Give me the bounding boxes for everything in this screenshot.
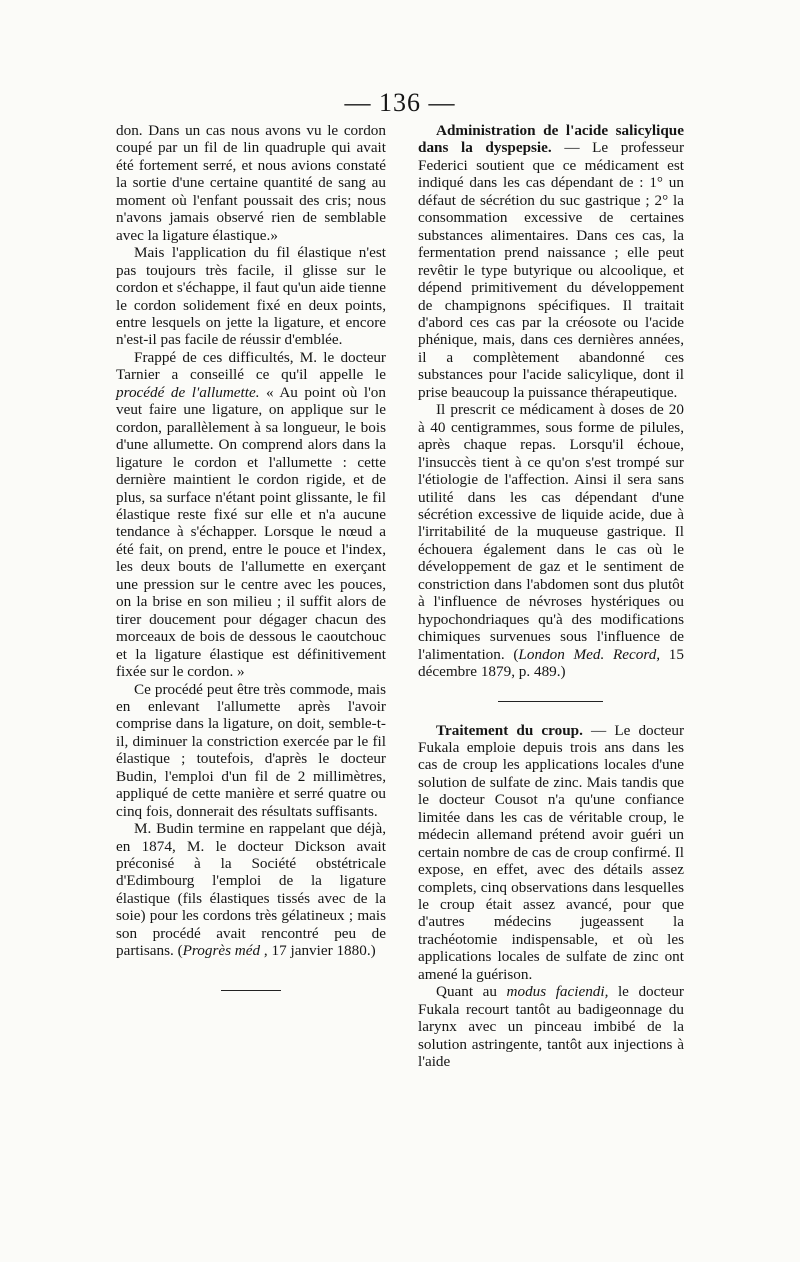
italic-term: modus faciendi, [506,983,609,1001]
paragraph-text: Frappé de ces difficultés, M. le docteur Tarnier a conseillé ce qu'il appelle le [116,348,386,384]
paragraph-text: , 17 janvier 1880.) [260,942,376,960]
left-column [116,122,386,991]
article-title: Administration de l'acide salicylique dans la dyspepsie. [418,122,684,157]
section-divider [221,990,281,991]
citation-source: Progrès méd [182,942,261,960]
article-croup [418,722,684,984]
section-divider [498,701,603,702]
italic-term: procédé de l'allumette. [116,383,260,401]
paragraph [418,983,684,1070]
paragraph [116,820,386,960]
paragraph-text: M. Budin termine en rappelant que déjà, en 1874, M. le docteur Dickson avait préconisé à la Société obstétricale d'Edimbourg l'emploi de la ligature élastique (fils élastiques tissés avec de la soie) pour les cordons très gélatineux ; mais son procédé avait rencontré peu de partisans. ( [116,820,386,960]
paragraph: Ce procédé peut être très commode, mais en enlevant l'allumette après l'avoir comprise dans la ligature, on doit, semble-t-il, diminuer la constriction exercée par le fil élastique ; toutefois, d'après le docteur Budin, l'emploi d'un fil de 2 millimètres, appliqué de cette manière et serré quatre ou cinq fois, donnerait des résultats suffisants. [116,680,386,820]
paragraph-text: 15 décembre 1879, p. 489.) [418,645,684,681]
paragraph [418,401,684,680]
paragraph-text: Il prescrit ce médicament à doses de 20 à 40 centigrammes, sous forme de pilules, après chaque repas. Lorsqu'il échoue, l'insuccès tient à ce qu'on s'est trompé sur l'étiologie de l'affection. Ainsi il sera sans utilité dans les cas dépendant d'une sécrétion excessive de liquide acide, due à l'irritabilité de la muqueuse gastrique. Il échouera également dans le cas où le développement de gaz et le sentiment de constriction dans l'abdomen sont dus plutôt à l'influence de névroses hystériques ou hypochondriaques qu'à des modifications chimiques survenues sous l'influence de l'alimentation. ( [418,401,684,663]
paragraph-text: — Le docteur Fukala emploie depuis trois ans dans les cas de croup les applications locales d'une solution de sulfate de zinc. Mais tandis que le docteur Cousot n'a qu'une confiance limitée dans les cas de véritable croup, le médecin allemand prétend avoir guéri un certain nombre de cas de croup confirmé. Il expose, en effet, avec des détails assez complets, cinq observations dans lesquelles le croup était assez avancé, pour que d'autres médecins jugeassent la trachéotomie indispensable, et où les applications locales de sulfate de zinc ont amené la guérison. [418,721,685,983]
paragraph: Mais l'application du fil élastique n'est pas toujours très facile, il glisse sur le cordon et s'échappe, il faut qu'un aide tienne le cordon solidement fixé en deux points, entre lesquels on jette la ligature, et encore n'est-il pas facile de réussir d'emblée. [116,244,386,349]
paragraph: don. Dans un cas nous avons vu le cordon coupé par un fil de lin quadruple qui avait été fortement serré, et nous avions constaté la sortie d'une certaine quantité de sang au moment où l'enfant poussait des cris; nous n'avons jamais observé rien de semblable avec la ligature élastique.» [116,122,386,244]
page-number: — 136 — [344,88,456,117]
citation-source: London Med. Record, [518,645,661,663]
paragraph-text: Quant au [436,983,507,1001]
article-title: Traitement du croup. [436,721,583,739]
paragraph [116,349,386,681]
article-salicylique [418,122,684,401]
paragraph-text: le docteur Fukala recourt tantôt au badigeonnage du larynx avec un pinceau imbibé de la solution astringente, tantôt aux injections à l'aide [418,983,684,1071]
right-column [418,122,684,1071]
paragraph-text: « Au point où l'on veut faire une ligature, on applique sur le cordon, parallèlement à sa longueur, le bois d'une allumette. On comprend alors dans la ligature le cordon et l'allumette : cette dernière maintient le cordon rigide, et de plus, sa surface n'étant point glissante, le fil élastique reste fixé sur elle et n'a aucune tendance à s'échapper. Lorsque le nœud a été fait, on prend, entre le pouce et l'index, les deux bouts de l'allumette en exerçant une pression sur le centre avec les pouces, on la brise en son milieu ; il suffit alors de tirer doucement pour dégager chacun des morceaux de bois de dessous le caoutchouc et la ligature élastique est définitivement fixée sur le cordon. » [116,383,386,681]
paragraph-text: — Le professeur Federici soutient que ce médicament est indiqué dans les cas dépendant de : 1° un défaut de sécrétion du suc gastrique ; 2° la consommation excessive de certaines substances alimentaires. Dans ces cas, la fermentation prend naissance ; elle peut revêtir le type butyrique ou alcoolique, et dépend primitivement du développement de champignons spécifiques. Il traitait d'abord ces cas par la créosote ou l'acide phénique, mais, dans ces dernières années, il a complètement abandonné ces substances pour l'acide salicylique, dont il prise beaucoup la puissance thérapeutique. [418,139,685,401]
